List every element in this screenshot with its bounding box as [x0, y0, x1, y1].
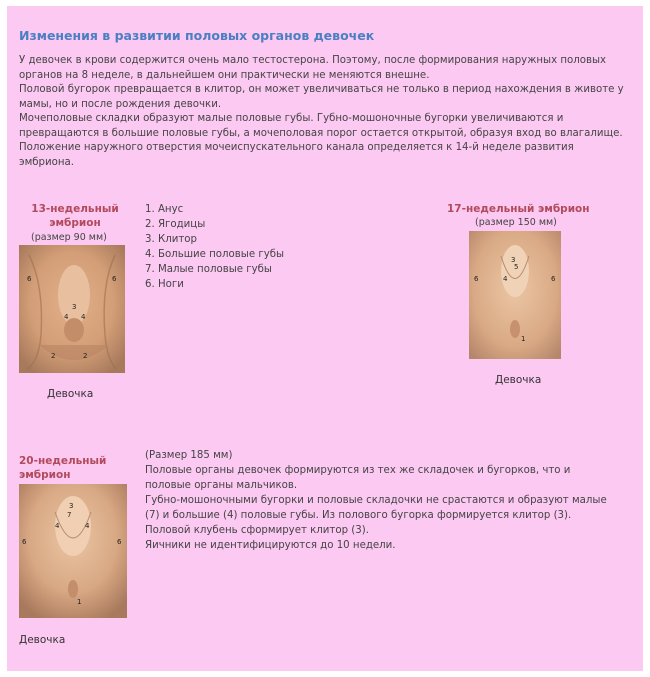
- embryo20-title: 20-недельный эмбрион: [19, 455, 107, 481]
- label-2-right: 2: [83, 352, 88, 360]
- label-6-right: 6: [551, 275, 556, 283]
- label-1: 1: [521, 335, 526, 343]
- embryo17-caption: Девочка: [495, 374, 542, 386]
- embryo17-size: (размер 150 мм): [475, 217, 557, 228]
- label-4-left: 4: [55, 522, 60, 530]
- label-3: 3: [72, 303, 77, 311]
- label-4-right: 4: [81, 313, 86, 321]
- label-6-right: 6: [112, 275, 117, 283]
- desc-paragraph-1: Половые органы девочек формируются из тех же складочек и бугорков, что и половые органы мальчиков.: [145, 465, 571, 491]
- label-6-right: 6: [117, 538, 122, 546]
- label-1: 1: [77, 598, 82, 606]
- label-6-left: 6: [22, 538, 27, 546]
- embryo13-title: 13-недельный эмбрион: [31, 203, 119, 229]
- legend-item: 3. Клитор: [145, 234, 197, 245]
- desc-paragraph-2: Губно-мошоночными бугорки и половые складочки не срастаются и образуют малые (7) и большие (4) половые губы. Из полового бугорка формируется клитор (3). Половой клубень сформирует клитор (3).: [145, 495, 607, 536]
- intro-paragraph-3: Мочеполовые складки образуют малые половые губы. Губно-мошоночные бугорки увеличиваются и превращаются в большие половые губы, а мочеполовая порог остается открытой, образуя вход во влагалище.: [19, 113, 623, 139]
- legend-item: 7. Малые половые губы: [145, 264, 272, 275]
- label-5: 5: [514, 263, 519, 271]
- embryo13-size: (размер 90 мм): [31, 232, 107, 243]
- desc-size: (Размер 185 мм): [145, 450, 233, 461]
- intro-paragraph-2: Половой бугорок превращается в клитор, он может увеличиваться не только в период нахождения в животе у мамы, но и после рождения девочки.: [19, 84, 624, 110]
- label-6-left: 6: [474, 275, 479, 283]
- label-2-left: 2: [51, 352, 56, 360]
- embryo20-description: [145, 448, 615, 553]
- embryo13-caption: Девочка: [47, 388, 94, 400]
- legend-list: [145, 202, 284, 292]
- label-6-left: 6: [27, 275, 32, 283]
- legend-item: 2. Ягодицы: [145, 219, 206, 230]
- page-title: Изменения в развитии половых органов девочек: [19, 28, 375, 43]
- legend-item: 6. Ноги: [145, 279, 184, 290]
- intro-paragraph-4: Положение наружного отверстия мочеиспускательного канала определяется к 14-й неделе развития эмбриона.: [19, 142, 574, 168]
- desc-paragraph-3: Яичники не идентифицируются до 10 недели.: [145, 540, 396, 551]
- label-4: 4: [503, 275, 508, 283]
- legend-item: 1. Анус: [145, 204, 184, 215]
- intro-text: [19, 54, 631, 170]
- embryo20-caption: Девочка: [19, 634, 66, 646]
- embryo17-title: 17-недельный эмбрион: [447, 203, 590, 215]
- embryo17-photo: [469, 231, 561, 359]
- label-4-left: 4: [64, 313, 69, 321]
- intro-paragraph-1: У девочек в крови содержится очень мало тестостерона. Поэтому, после формирования наружных половых органов на 8 неделе, в дальнейшем они практически не меняются внешне.: [19, 55, 607, 81]
- label-7: 7: [67, 511, 72, 519]
- label-4-right: 4: [85, 522, 90, 530]
- embryo13-photo: [19, 245, 125, 373]
- content-panel: [7, 6, 643, 671]
- legend-item: 4. Большие половые губы: [145, 249, 285, 260]
- embryo20-photo: [19, 484, 127, 618]
- label-3: 3: [511, 256, 516, 264]
- label-3: 3: [69, 502, 74, 510]
